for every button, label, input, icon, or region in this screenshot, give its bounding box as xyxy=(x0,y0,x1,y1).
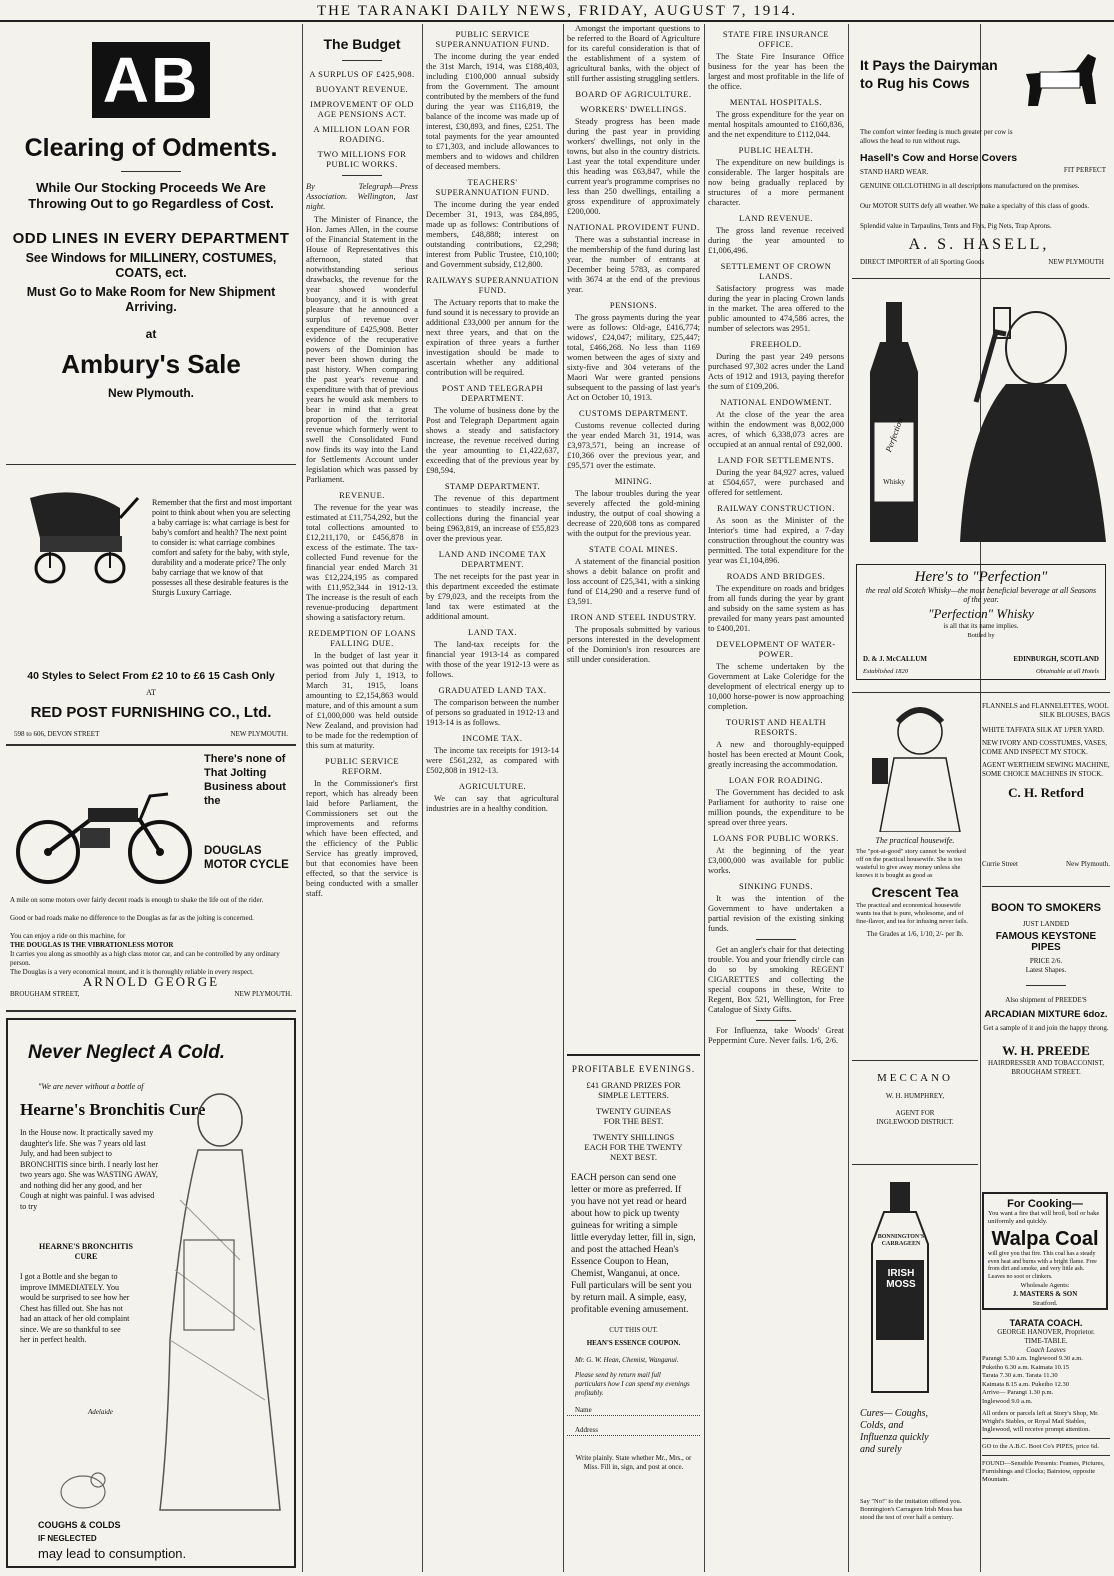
walpa-agent-town: Stratford. xyxy=(1032,1300,1058,1307)
masthead: THE TARANAKI DAILY NEWS, FRIDAY, AUGUST 7, 1914. xyxy=(0,0,1114,22)
retford-town: New Plymouth. xyxy=(1066,860,1110,868)
para-agriculture: We can say that agricultural industries are in a healthy condition. xyxy=(426,794,559,813)
pram-address: 598 to 606, DEVON STREET xyxy=(14,730,100,738)
smokers-mixture: ARCADIAN MIXTURE 6doz. xyxy=(984,1009,1108,1020)
meccano-title: MECCANO xyxy=(876,1072,953,1084)
budget-subhead: A SURPLUS OF £425,908. xyxy=(309,69,415,79)
timetable-row: Inglewood 9.0 a.m. xyxy=(982,1397,1033,1405)
head-pensions: PENSIONS. xyxy=(609,300,658,310)
walpa-text-2: will give you that fire. This coal has a steady even heat and burns with a bright flame. Free from dirt and smoke, and very little ash. Leaves no soot or clinkers. xyxy=(988,1251,1097,1280)
head-railways: RAILWAYS SUPERANNUATION FUND. xyxy=(426,275,559,295)
essence-coupon-ad xyxy=(567,1054,700,1534)
column-rule xyxy=(563,24,564,1572)
head-post: POST AND TELEGRAPH DEPARTMENT. xyxy=(441,383,544,403)
budget-subhead: TWO MILLIONS FOR PUBLIC WORKS. xyxy=(317,149,407,169)
para-woods: For Influenza, take Woods' Great Peppermint Cure. Never fails. 1/6, 2/6. xyxy=(708,1026,844,1045)
essence-prize-1: PROFITABLE EVENINGS. xyxy=(571,1064,696,1074)
timetable-heading: TIME-TABLE. xyxy=(1024,1337,1068,1345)
retford-ad xyxy=(982,696,1110,876)
pram-at: AT xyxy=(146,688,156,697)
para-provident: There was a substantial increase in the membership of the fund during last year, the number of entrants at December being 5783, as compared with 3674 at the end of the previous year. xyxy=(567,235,700,294)
whisky-copy-box xyxy=(856,564,1106,680)
budget-byline: By Telegraph—Press Association. Wellington, last night. xyxy=(306,182,418,211)
perfection-whisky-ad xyxy=(852,282,1110,702)
pram-company: RED POST FURNISHING CO., Ltd. xyxy=(30,704,272,721)
timetable-title: TARATA COACH. xyxy=(1009,1318,1083,1328)
smokers-name: W. H. PREEDE xyxy=(1002,1043,1090,1058)
whisky-bottle-label: Perfection xyxy=(883,416,905,454)
smokers-headline: BOON TO SMOKERS xyxy=(991,902,1101,914)
hasell-text: The comfort winter feeding is much greater per cow is allows the head to run without rugs. xyxy=(860,128,1013,145)
head-insurance: STATE FIRE INSURANCE OFFICE. xyxy=(722,29,830,49)
essence-coupon-text: Please send by return mail full particulars how I can spend my evenings profitably. xyxy=(575,1371,690,1397)
essence-cut: CUT THIS OUT. xyxy=(609,1326,658,1334)
para-pensions: The gross payments during the year were as follows: Old-age, £416,774; widows', £24,047; military, £25,447; total, £466,268. No less than 1169 women between the ages of sixty and sixty-five and 304 veterans of the Maori War were granted pensions subsequent to the passing of last year's Act on October 10, 1913. xyxy=(567,313,700,402)
whisky-bottle-word: Whisky xyxy=(883,478,905,486)
head-water: DEVELOPMENT OF WATER-POWER. xyxy=(716,639,836,659)
tea-product: Crescent Tea xyxy=(871,884,959,900)
budget-title: The Budget xyxy=(323,36,401,52)
tea-text-2: The practical and economical housewife wants tea that is pure, wholesome, and of fine-flavor, and tea for infusing never fails. xyxy=(856,902,969,925)
retford-item: AGENT WERTHEIM SEWING MACHINE, SOME CHOICE MACHINES IN STOCK. xyxy=(982,761,1110,778)
left-ads-column xyxy=(6,24,296,1572)
head-superannuation: PUBLIC SERVICE SUPERANNUATION FUND. xyxy=(435,29,550,49)
pram-illustration xyxy=(10,478,140,588)
para-sinking: It was the intention of the Government to have undertaken a partial revision of the existing sinking funds. xyxy=(708,894,844,933)
budget-column-5 xyxy=(708,24,844,1572)
budget-column-4 xyxy=(567,24,700,1572)
whisky-product: "Perfection" Whisky xyxy=(928,606,1034,621)
para-endowment: At the close of the year the area within the endowment was 8,002,000 acres, of which 6,338,073 acres are occupied at an annual rental of £92,000. xyxy=(708,410,844,449)
budget-para-2: The revenue for the year was estimated at £11,754,292, but the total collections amounted to £12,211,170, or £456,878 in excess of the estimate. The tax-collected Fund revenue for the financial year ended March 31 was £12,224,195 as compared with £11,952,344 in 1912-13. The increase is the result of each revenue-producing department showing a satisfactory return. xyxy=(306,503,418,622)
meccano-district: INGLEWOOD DISTRICT. xyxy=(876,1118,954,1126)
head-land-tax: LAND TAX. xyxy=(468,627,517,637)
head-freehold: FREEHOLD. xyxy=(750,339,802,349)
smokers-ad xyxy=(982,892,1110,1182)
essence-prize-3: TWENTY GUINEAS FOR THE BEST. xyxy=(596,1106,671,1126)
essence-text: EACH person can send one letter or more as preferred. If you have not yet read or heard about how to pick up twenty guineas for writing a simple little everyday letter, fill in, sign, and post the attached Hean's Essence Coupon to Hean, Chemist, Wanganui, at once. Full particulars will be sent you by return mail. A simple, easy, profitable evening amusement. xyxy=(571,1173,696,1315)
head-mining: MINING. xyxy=(614,476,653,486)
timetable-row: Parangi 5.30 a.m. Inglewood 9.30 a.m. xyxy=(982,1355,1083,1362)
head-land-income: LAND AND INCOME TAX DEPARTMENT. xyxy=(438,549,547,569)
para-superannuation: The income during the year ended the 31st March, 1914, was £188,403, including £100,000 annual subsidy from the Government. The amount contributed by the members of the fund during the year was £116,819, the balance of the income was made up of interest, £30,893, and fines, £251. The total payments for the year amounted to £71,303, and include allowances to members and to widows and children of deceased members. xyxy=(426,52,559,171)
head-health: PUBLIC HEALTH. xyxy=(738,145,814,155)
hasell-genuine: GENUINE OILCLOTHING in all descriptions manufactured on the premises. xyxy=(860,182,1080,190)
smokers-price: PRICE 2/6. xyxy=(1029,957,1063,965)
hasell-headline: It Pays the Dairyman to Rug his Cows xyxy=(860,57,998,91)
timetable-row: Pukeiho 6.30 a.m. Kaimata 10.15 xyxy=(982,1363,1070,1371)
timetable-pipes: GO to the A.B.C. Boot Co's PIPES, price 6d. xyxy=(982,1443,1099,1450)
douglas-product: DOUGLAS MOTOR CYCLE xyxy=(204,845,289,871)
ab-clearing-ad xyxy=(6,24,296,404)
column-rule xyxy=(704,24,705,1572)
head-roads: ROADS AND BRIDGES. xyxy=(726,571,826,581)
head-loan-roading: LOAN FOR ROADING. xyxy=(728,775,824,785)
para-workers: Steady progress has been made during the past year in providing workers' dwellings, not only in the towns, but also in the country districts. Last year the total expenditure under this heading was £63,847, while the current year's programme comprises no less than 250 dwellings, entailing a gross expenditure of approximately £200,000. xyxy=(567,117,700,216)
head-iron: IRON AND STEEL INDUSTRY. xyxy=(570,612,697,622)
para-graduated: The comparison between the number of persons so graduated in 1912-13 and 1913-14 is as follows. xyxy=(426,698,559,727)
walpa-agent-name: J. MASTERS & SON xyxy=(1012,1290,1078,1298)
douglas-text-6: The Douglas is a very economical mount, and it is thoroughly reliable in every respect. xyxy=(10,968,254,976)
ab-room: Must Go to Make Room for New Shipment Arriving. xyxy=(26,285,276,314)
ab-tagline: While Our Stocking Proceeds We Are Throwing Out to go Regardless of Cost. xyxy=(28,180,274,211)
irish-moss-say: Say "No!" to the imitation offered you. Bonnington's Carrageen Irish Moss has stood the test of over half a century. xyxy=(860,1498,963,1521)
pram-town: NEW PLYMOUTH. xyxy=(230,730,288,738)
ab-windows: See Windows for MILLINERY, COSTUMES, COATS, ect. xyxy=(25,251,277,280)
irish-moss-brand: BONNINGTON'S CARRAGEEN xyxy=(877,1234,925,1247)
hearnes-bronchitis-ad xyxy=(6,1018,296,1568)
head-railway: RAILWAY CONSTRUCTION. xyxy=(717,503,835,513)
hearnes-signature: Adelaide xyxy=(88,1408,113,1416)
hasell-ad xyxy=(852,24,1110,294)
retford-item: WHITE TAFFATA SILK AT 1/PER YARD. xyxy=(982,726,1105,734)
douglas-headline: There's none of That Jolting Business about the xyxy=(204,753,286,807)
irish-moss-ad xyxy=(852,1168,978,1568)
para-stamp: The revenue of this department continues to steadily increase, the collections during the financial year being £963,819, an increase of £55,823 over the previous year. xyxy=(426,494,559,543)
head-mental: MENTAL HOSPITALS. xyxy=(729,97,823,107)
timetable-owner: GEORGE HANOVER, Proprietor. xyxy=(997,1328,1095,1336)
essence-name-field[interactable]: Name xyxy=(567,1406,700,1416)
hasell-name: A. S. HASELL, xyxy=(908,236,1050,253)
hearnes-consumption: may lead to consumption. xyxy=(38,1546,187,1561)
meccano-ad xyxy=(852,1064,978,1164)
retford-name: C. H. Retford xyxy=(1008,785,1084,800)
para-land-tax: The land-tax receipts for the financial year 1913-14 as compared with those of the year 1912-13 were as follows. xyxy=(426,640,559,679)
head-customs: CUSTOMS DEPARTMENT. xyxy=(579,408,688,418)
hearnes-product: Hearne's Bronchitis Cure xyxy=(20,1100,206,1119)
timetable-found: FOUND—Sensible Presents: Frames, Pictures, Furnishings and Clocks; Bairstow, opposite Mountain. xyxy=(982,1460,1105,1483)
timetable-row: Arrive— Parangi 1.30 p.m. xyxy=(982,1389,1054,1396)
bird-illustration xyxy=(38,1460,128,1520)
para-settlements: During the year 84,927 acres, valued at £504,657, were purchased and offered for settlement. xyxy=(708,468,844,497)
para-land-income: The net receipts for the past year in this department exceeded the estimate by £79,023, and the receipts from the land tax were estimated at the additional amount. xyxy=(426,572,559,621)
budget-head-revenue: REVENUE. xyxy=(339,490,385,500)
para-land-revenue: The gross land revenue received during the year amounted to £1,006,496. xyxy=(708,226,844,255)
timetable-orders: All orders or parcels left at Story's Shop, Mr. Wright's Stables, or Royal Mail Stables, Inglewood, will receive prompt attention. xyxy=(982,1410,1099,1433)
right-ads-column xyxy=(852,24,1110,1572)
head-settlements: LAND FOR SETTLEMENTS. xyxy=(717,455,835,465)
budget-para-3: In the budget of last year it was pointed out that during the period from July 1, 1913, to March 31, 1915, loans amounting to £2,154,863 would mature, and of this amount a sum of £1,000,000 was held outside New Zealand, and provision had to be made for the redemption of this sum at maturity. xyxy=(306,651,418,750)
douglas-text-3: You can enjoy a ride on this machine, for xyxy=(10,932,126,940)
crescent-tea-ad xyxy=(852,696,978,1056)
irish-moss-product: IRISH MOSS xyxy=(886,1268,916,1290)
para-public-works: At the beginning of the year £3,000,000 was available for public works. xyxy=(708,846,844,875)
para-iron: The proposals submitted by various persons interested in the development of the Dominion's iron resources are still under consideration. xyxy=(567,625,700,664)
tarata-timetable-ad xyxy=(982,1314,1110,1572)
tea-title: The practical housewife. xyxy=(875,836,955,845)
douglas-ad xyxy=(6,748,296,988)
column-rule xyxy=(302,24,303,1572)
smokers-trade: HAIRDRESSER AND TOBACCONIST, xyxy=(987,1059,1105,1067)
whisky-sub: the real old Scotch Whisky—the most beneficial beverage at all Seasons of the year. xyxy=(865,586,1097,604)
head-workers: WORKERS' DWELLINGS. xyxy=(580,104,687,114)
walpa-text-1: You want a fire that will broil, boil or bake uniformly and quickly. xyxy=(988,1210,1100,1225)
para-railways: The Actuary reports that to make the fund sound it is necessary to provide an additional £33,000 per annum for the next three years, and that on the expiration of three years a further investigation should be made to ascertain whether any additional contribution will be required. xyxy=(426,298,559,377)
para-water: The scheme undertaken by the Government at Lake Coleridge for the development of electrical energy up to 10,000 horse-power is now approaching completion. xyxy=(708,662,844,711)
head-stamp: STAMP DEPARTMENT. xyxy=(444,481,541,491)
meccano-dealer: W. H. HUMPHREY, xyxy=(885,1092,945,1100)
walpa-coal-ad xyxy=(982,1192,1108,1310)
para-crown-lands: Satisfactory progress was made during the year in placing Crown lands in the market. The area offered to the public amounted to 474,586 acres, the number of selectors was 2951. xyxy=(708,284,844,333)
head-coal: STATE COAL MINES. xyxy=(589,544,678,554)
para-post: The volume of business done by the Post and Telegraph Department again shows a steady and satisfactory increase, the revenue received during the year amounting to £1,422,637, exceeding that of the previous year by £98,594. xyxy=(426,406,559,475)
budget-column xyxy=(306,24,418,1572)
douglas-text-5: It carries you along as smoothly as a high class motor car, and can be controlled by any ordinary person. xyxy=(10,950,280,967)
budget-head-redemption: REDEMPTION OF LOANS FALLING DUE. xyxy=(308,628,416,648)
essence-address-field[interactable]: Address xyxy=(567,1426,700,1436)
ab-town: New Plymouth. xyxy=(107,386,194,400)
walpa-agents: Wholesale Agents: xyxy=(1020,1282,1070,1289)
hearnes-quote: "We are never without a bottle of xyxy=(38,1082,144,1091)
pram-text: Remember that the first and most important point to think about when you are selecting a baby carriage is: what carriage is best for baby's comfort and health? The next point to consider is: what carriage combines comfort and safety for the baby, with style, durability and a moderate price? The only baby carriage that we know of that possesses all these desirable features is the Sturgis Luxury Carriage. xyxy=(152,498,292,597)
whisky-hotels: Obtainable at all Hotels xyxy=(1035,668,1099,675)
douglas-dealer: ARNOLD GEORGE xyxy=(82,974,220,989)
ab-sale: Ambury's Sale xyxy=(61,349,241,379)
whisky-city: EDINBURGH, SCOTLAND xyxy=(1013,655,1099,663)
budget-subhead: IMPROVEMENT OF OLD AGE PENSIONS ACT. xyxy=(310,99,414,119)
essence-coupon-title: HEAN'S ESSENCE COUPON. xyxy=(586,1339,681,1347)
head-sinking: SINKING FUNDS. xyxy=(738,881,814,891)
ab-logo: AB xyxy=(92,42,210,118)
para-mining: The labour troubles during the year severely affected the gold-mining industry, the output of coal showing a decrease of 220,608 tons as compared with the output for the previous year. xyxy=(567,489,700,538)
para-coal: A statement of the financial position shows a debit balance on profit and loss account of £25,341, with a sinking fund of £14,290 and a reserve fund of £3,591. xyxy=(567,557,700,606)
douglas-text-1: A mile on some motors over fairly decent roads is enough to shake the life out of the rider. xyxy=(10,896,264,904)
budget-para-1: The Minister of Finance, the Hon. James Allen, in the course of the Financial Statement in the House of Representatives this afternoon, stated that notwithstanding serious drawbacks, the revenue for the year showed wonderful buoyancy, and it is with great pleasure that he announced a surplus of revenue over expenditure of £425,908. Better evidence of the recuperative powers of the Dominion has never been shown during the past history. When comparing the past year's revenue and expenditure with that of previous years he would ask members to bear in mind that a great proportion of the territorial revenue which formerly went to swell the Consolidated Fund now finds its way into the Land for Settlements Account under legislation which was passed by Parliament. xyxy=(306,215,418,484)
douglas-text-4: THE DOUGLAS IS THE VIBRATIONLESS MOTOR xyxy=(10,941,174,949)
douglas-dealer-block xyxy=(6,974,296,998)
smokers-sample: Get a sample of it and join the happy throng. xyxy=(983,1024,1109,1032)
hearnes-headline: Never Neglect A Cold. xyxy=(28,1042,226,1063)
essence-footer: Write plainly. State whether Mr., Mrs., or Miss. Fill in, sign, and post at once. xyxy=(575,1454,692,1471)
hasell-splendid: Splendid value in Tarpaulins, Tents and Flys, Pig Nets, Trap Aprons. xyxy=(860,222,1052,230)
housewife-illustration xyxy=(860,702,970,832)
para-income-tax: The income tax receipts for 1913-14 were £561,232, as compared with £502,808 in 1912-13. xyxy=(426,746,559,775)
douglas-town: NEW PLYMOUTH. xyxy=(234,990,292,998)
hasell-fit: FIT PERFECT xyxy=(1063,166,1106,174)
pram-styles: 40 Styles to Select From £2 10 to £6 15 Cash Only xyxy=(27,670,275,682)
ab-odd-lines: ODD LINES IN EVERY DEPARTMENT xyxy=(12,230,290,247)
pram-ad xyxy=(6,472,296,772)
hasell-town: NEW PLYMOUTH xyxy=(1048,258,1104,266)
meccano-agent: AGENT FOR xyxy=(895,1109,935,1117)
timetable-coach: Coach Leaves xyxy=(1026,1346,1066,1354)
essence-coupon-to: Mr. G. W. Hean, Chemist, Wanganui. xyxy=(575,1356,679,1364)
para-cigarette: Get an angler's chair for that detecting trouble. You and your friendly circle can do so by smoking REGENT CIGARETTES and collecting the special coupons in these, Write to Regent, Box 521, Wellington, for Free Catalogue of Sixty Gifts. xyxy=(708,945,844,1014)
budget-column-3 xyxy=(426,24,559,1572)
para-insurance: The State Fire Insurance Office business for the year has been the largest and most profitable in the life of the office. xyxy=(708,52,844,91)
whisky-maker: D. & J. McCALLUM xyxy=(863,655,927,663)
head-graduated: GRADUATED LAND TAX. xyxy=(438,685,547,695)
ab-headline: Clearing of Odments. xyxy=(24,134,278,162)
para-health: The expenditure on new buildings is considerable. The larger hospitals are now being gradually replaced by structures of a more permanent character. xyxy=(708,158,844,207)
para-customs: Customs revenue collected during the year ended March 31, 1914, was £3,973,571, being an increase of £10,366 over the previous year, and £95,571 over the estimate. xyxy=(567,421,700,470)
para-freehold: During the past year 249 persons purchased 97,302 acres under the Land Acts of 1912 and 1913, paying therefor the sum of £109,206. xyxy=(708,352,844,391)
whisky-bottled: Bottled by xyxy=(967,632,995,639)
hasell-importer: DIRECT IMPORTER of all Sporting Goods xyxy=(860,258,985,266)
whisky-is-all: is all that its name implies. xyxy=(943,622,1019,630)
retford-item: FLANNELS and FLANNELETTES, WOOL xyxy=(982,702,1109,710)
ab-at: at xyxy=(145,327,157,341)
hasell-product: Hasell's Cow and Horse Covers xyxy=(860,152,1018,164)
tea-text: The "pot-at-good" story cannot be worked off on the practical housewife. She is too wasteful to give away money unless she knows it is bought as good as xyxy=(856,848,966,879)
whisky-est: Established 1820 xyxy=(863,668,908,675)
douglas-street: BROUGHAM STREET, xyxy=(10,990,80,998)
head-tourist: TOURIST AND HEALTH RESORTS. xyxy=(726,717,826,737)
smokers-just: JUST LANDED xyxy=(1022,920,1070,928)
timetable-row: Tarata 7.30 a.m. Tarata 11.30 xyxy=(982,1372,1058,1379)
retford-item: SILK BLOUSES, BAGS xyxy=(1039,711,1110,719)
smokers-latest: Latest Shapes. xyxy=(1025,966,1067,974)
para-mental: The gross expenditure for the year on mental hospitals amounted to £160,836, and the net expenditure to £112,044. xyxy=(708,110,844,139)
head-teachers: TEACHERS' SUPERANNUATION FUND. xyxy=(435,177,550,197)
retford-street: Currie Street xyxy=(982,860,1018,868)
smokers-also: Also shipment of PREEDE'S xyxy=(1005,996,1087,1004)
head-income-tax: INCOME TAX. xyxy=(462,733,523,743)
para-loan-roading: The Government has decided to ask Parliament for authority to raise one million pounds, the expenditure to be spread over three years. xyxy=(708,788,844,827)
para-board: Amongst the important questions to be referred to the Board of Agriculture for its careful consideration is that of the establishment of a system of agricultural banks, with the object of still further assisting struggling settlers. xyxy=(567,24,700,83)
head-public-works: LOANS FOR PUBLIC WORKS. xyxy=(713,833,839,843)
hearnes-bottle-label: HEARNE'S BRONCHITIS CURE xyxy=(38,1242,134,1261)
walpa-cooking: For Cooking— xyxy=(1007,1198,1083,1210)
head-endowment: NATIONAL ENDOWMENT. xyxy=(720,397,832,407)
para-roads: The expenditure on roads and bridges from all funds during the year by grant and subsidy on the same system as has prevailed for many years past amounted to £400,201. xyxy=(708,584,844,633)
horse-illustration xyxy=(1016,44,1106,124)
budget-subhead: BUOYANT REVENUE. xyxy=(315,84,409,94)
hearnes-neglected: IF NEGLECTED xyxy=(38,1534,97,1543)
budget-subhead: A MILLION LOAN FOR ROADING. xyxy=(313,124,411,144)
motorcycle-illustration xyxy=(10,768,200,888)
timetable-row: Kaimata 8.15 a.m. Pukeiho 12.30 xyxy=(982,1380,1070,1388)
budget-para-4: In the Commissioner's first report, which has already been laid before Parliament, the Commissioners set out the improvements and reforms which have been effected, and the efficiency of the Public Service has greatly improved, but that economies have been effected, so that the service is being conducted with a smaller staff. xyxy=(306,779,418,898)
irish-moss-cures: Cures— Coughs, Colds, and Influenza quickly and surely xyxy=(860,1408,929,1455)
retford-item: NEW IVORY AND COSSTUMES, VASES, COME AND INSPECT MY STOCK. xyxy=(982,739,1107,756)
walpa-product: Walpa Coal xyxy=(991,1228,1099,1250)
head-crown-lands: SETTLEMENT OF CROWN LANDS. xyxy=(720,261,832,281)
woman-illustration xyxy=(140,1080,290,1520)
para-tourist: A new and thoroughly-equipped hostel has been erected at Mount Cook, greatly increasing the accommodation. xyxy=(708,740,844,769)
tea-grade: The Grades at 1/6, 1/10, 2/- per lb. xyxy=(866,930,964,938)
douglas-text-2: Good or bad roads make no difference to the Douglas as far as the jolting is concerned. xyxy=(10,914,254,922)
budget-head-public-service: PUBLIC SERVICE REFORM. xyxy=(324,756,400,776)
smokers-street: BROUGHAM STREET. xyxy=(1011,1068,1081,1076)
essence-prize-4: TWENTY SHILLINGS EACH FOR THE TWENTY NEXT BEST. xyxy=(584,1132,683,1162)
hearnes-text: In the House now. It practically saved my daughter's life. She was 7 years old last July, and had been subject to BRONCHITIS since birth. I nearly lost her two years ago. She was WASTING AWAY, and nothing did her any good, and her Cough at night was painful. I was advised to try xyxy=(20,1128,158,1211)
para-railway: As soon as the Minister of the Interior's time had expired, a 7-day construction throughout the country was permitted. The total expenditure for the year was £1,104,896. xyxy=(708,516,844,565)
hasell-motor: Our MOTOR SUITS defy all weather. We make a specialty of this class of goods. xyxy=(860,202,1089,210)
head-provident: NATIONAL PROVIDENT FUND. xyxy=(567,222,700,232)
hearnes-text-2: I got a Bottle and she began to improve IMMEDIATELY. You would be surprised to see how her Chest has filled out. She has not had an attack of her old complaint since. We are so thankful to see her in perfect health. xyxy=(20,1272,130,1344)
column-rule xyxy=(422,24,423,1572)
hasell-wear: STAND HARD WEAR. xyxy=(860,168,929,176)
para-teachers: The income during the year ended December 31, 1913, was £84,895, made up as follows: Contributions of members, £48,888; interest on outstanding contributions, £2,298; interest from Public Trustee, £10,100; and Government subsidy, £12,800. xyxy=(426,200,559,269)
column-rule xyxy=(848,24,849,1572)
whisky-headline: Here's to "Perfection" xyxy=(914,569,1048,585)
head-agriculture: AGRICULTURE. xyxy=(458,781,527,791)
essence-prize-2: £41 GRAND PRIZES FOR SIMPLE LETTERS. xyxy=(586,1080,681,1100)
hearnes-coughs: COUGHS & COLDS xyxy=(38,1520,121,1530)
head-land-revenue: LAND REVENUE. xyxy=(738,213,814,223)
head-board: BOARD OF AGRICULTURE. xyxy=(575,89,692,99)
smokers-famous: FAMOUS KEYSTONE PIPES xyxy=(995,931,1097,953)
